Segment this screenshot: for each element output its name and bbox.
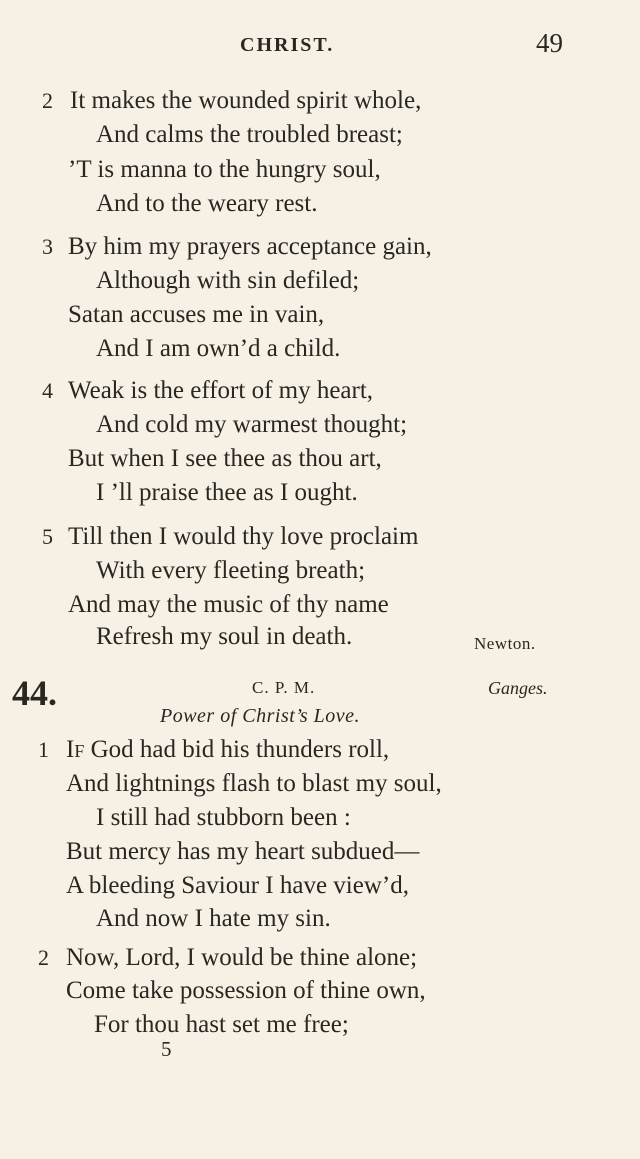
- hymn-number: 44.: [12, 673, 57, 713]
- verse-line: And lightnings flash to blast my soul,: [66, 770, 442, 797]
- stanza-number: 2: [42, 88, 53, 113]
- stanza-number: 1: [38, 737, 49, 762]
- running-header: CHRIST.: [240, 34, 335, 56]
- verse-line: Refresh my soul in death.: [96, 623, 353, 650]
- verse-line: And I am own’d a child.: [96, 335, 341, 362]
- author-attribution: Newton.: [474, 634, 536, 653]
- drop-word: If: [66, 736, 85, 763]
- stanza-number: 2: [38, 945, 49, 970]
- verse-line: I still had stubborn been :: [96, 804, 351, 831]
- verse-line: For thou hast set me free;: [94, 1011, 349, 1038]
- verse-line: Although with sin defiled;: [96, 267, 360, 294]
- verse-line-rest: God had bid his thunders roll,: [84, 736, 390, 763]
- verse-line: Now, Lord, I would be thine alone;: [66, 944, 418, 971]
- verse-line: And may the music of thy name: [68, 591, 389, 618]
- verse-line: Satan accuses me in vain,: [68, 301, 325, 328]
- verse-line: ’T is manna to the hungry soul,: [68, 156, 381, 183]
- hymn-meter: C. P. M.: [252, 678, 316, 697]
- tune-name: Ganges.: [488, 678, 548, 698]
- verse-line: Weak is the effort of my heart,: [68, 377, 374, 404]
- verse-line: By him my prayers acceptance gain,: [68, 233, 432, 260]
- verse-line: Till then I would thy love proclaim: [68, 523, 419, 550]
- verse-line: And now I hate my sin.: [96, 905, 331, 932]
- verse-line: And calms the troubled breast;: [96, 121, 403, 148]
- verse-line: And cold my warmest thought;: [96, 411, 408, 438]
- verse-line: But when I see thee as thou art,: [68, 445, 382, 472]
- verse-line: [66, 735, 389, 765]
- verse-line: And to the weary rest.: [96, 190, 318, 217]
- verse-line: With every fleeting breath;: [96, 557, 366, 584]
- verse-line: A bleeding Saviour I have view’d,: [66, 872, 409, 899]
- verse-line: But mercy has my heart subdued—: [66, 838, 420, 865]
- stanza-number: 5: [42, 524, 53, 549]
- verse-line: I ’ll praise thee as I ought.: [96, 479, 358, 506]
- page-number: 49: [536, 28, 563, 58]
- printer-signature: 5: [161, 1037, 172, 1061]
- hymn-title: Power of Christ’s Love.: [160, 705, 361, 727]
- verse-line: It makes the wounded spirit whole,: [70, 87, 422, 114]
- stanza-number: 4: [42, 378, 53, 403]
- verse-line: Come take possession of thine own,: [66, 977, 426, 1004]
- stanza-number: 3: [42, 234, 53, 259]
